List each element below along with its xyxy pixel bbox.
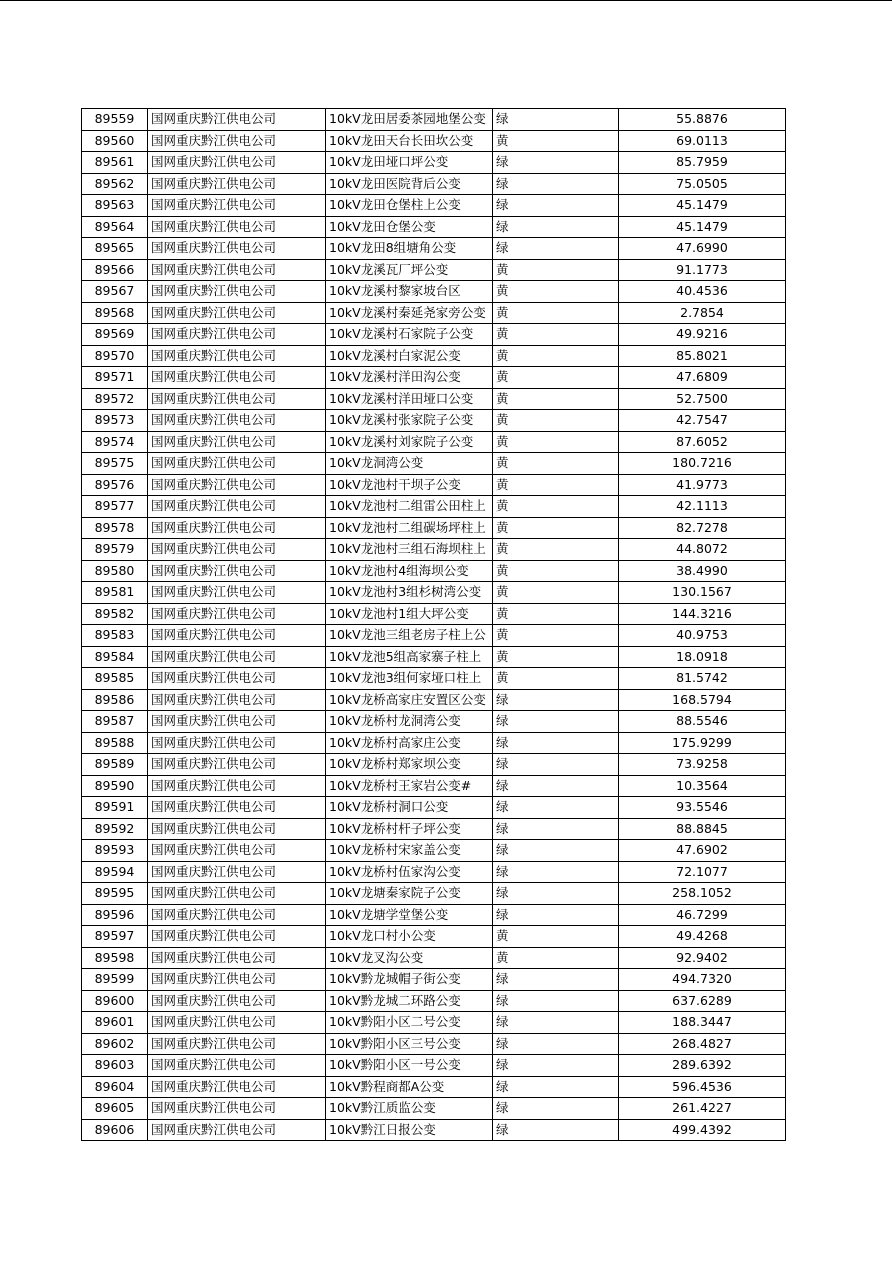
cell-level: 绿 xyxy=(493,990,619,1012)
table-row xyxy=(82,904,786,926)
cell-company: 国网重庆黔江供电公司 xyxy=(148,947,326,969)
cell-id: 89577 xyxy=(82,496,148,518)
cell-level: 绿 xyxy=(493,883,619,905)
cell-value: 92.9402 xyxy=(619,947,786,969)
table-row xyxy=(82,1033,786,1055)
cell-company: 国网重庆黔江供电公司 xyxy=(148,818,326,840)
cell-station: 10kV龙桥村龙洞湾公变 xyxy=(326,711,493,733)
table-row xyxy=(82,453,786,475)
cell-level: 绿 xyxy=(493,818,619,840)
cell-id: 89587 xyxy=(82,711,148,733)
cell-level: 绿 xyxy=(493,732,619,754)
table-row xyxy=(82,775,786,797)
cell-level: 绿 xyxy=(493,109,619,131)
cell-company: 国网重庆黔江供电公司 xyxy=(148,539,326,561)
cell-value: 130.1567 xyxy=(619,582,786,604)
cell-id: 89573 xyxy=(82,410,148,432)
cell-id: 89591 xyxy=(82,797,148,819)
cell-id: 89575 xyxy=(82,453,148,475)
cell-company: 国网重庆黔江供电公司 xyxy=(148,431,326,453)
cell-level: 绿 xyxy=(493,1055,619,1077)
cell-station: 10kV龙田天台长田坎公变 xyxy=(326,130,493,152)
cell-station: 10kV龙溪村张家院子公变 xyxy=(326,410,493,432)
table-row xyxy=(82,1055,786,1077)
table-row xyxy=(82,754,786,776)
cell-id: 89600 xyxy=(82,990,148,1012)
table-row xyxy=(82,1119,786,1141)
cell-company: 国网重庆黔江供电公司 xyxy=(148,410,326,432)
cell-company: 国网重庆黔江供电公司 xyxy=(148,281,326,303)
cell-station: 10kV龙田医院背后公变 xyxy=(326,173,493,195)
cell-level: 绿 xyxy=(493,1119,619,1141)
cell-id: 89605 xyxy=(82,1098,148,1120)
cell-level: 黄 xyxy=(493,388,619,410)
cell-level: 绿 xyxy=(493,216,619,238)
cell-id: 89565 xyxy=(82,238,148,260)
cell-value: 45.1479 xyxy=(619,195,786,217)
cell-company: 国网重庆黔江供电公司 xyxy=(148,582,326,604)
table-body xyxy=(82,109,786,1141)
cell-level: 黄 xyxy=(493,324,619,346)
cell-station: 10kV龙池村干坝子公变 xyxy=(326,474,493,496)
cell-value: 49.9216 xyxy=(619,324,786,346)
cell-level: 黄 xyxy=(493,926,619,948)
table-row xyxy=(82,689,786,711)
cell-value: 69.0113 xyxy=(619,130,786,152)
cell-id: 89568 xyxy=(82,302,148,324)
cell-company: 国网重庆黔江供电公司 xyxy=(148,1076,326,1098)
page-top-border xyxy=(0,0,892,1)
cell-id: 89574 xyxy=(82,431,148,453)
cell-company: 国网重庆黔江供电公司 xyxy=(148,238,326,260)
cell-company: 国网重庆黔江供电公司 xyxy=(148,840,326,862)
cell-id: 89561 xyxy=(82,152,148,174)
table-row xyxy=(82,883,786,905)
table-row xyxy=(82,560,786,582)
cell-company: 国网重庆黔江供电公司 xyxy=(148,646,326,668)
cell-level: 黄 xyxy=(493,496,619,518)
cell-station: 10kV龙池村二组碳场坪柱上 xyxy=(326,517,493,539)
table-row xyxy=(82,195,786,217)
cell-level: 黄 xyxy=(493,560,619,582)
cell-level: 绿 xyxy=(493,1033,619,1055)
cell-id: 89570 xyxy=(82,345,148,367)
cell-value: 289.6392 xyxy=(619,1055,786,1077)
cell-id: 89593 xyxy=(82,840,148,862)
cell-station: 10kV黔江质监公变 xyxy=(326,1098,493,1120)
cell-value: 40.9753 xyxy=(619,625,786,647)
table-row xyxy=(82,840,786,862)
cell-level: 黄 xyxy=(493,517,619,539)
cell-value: 261.4227 xyxy=(619,1098,786,1120)
cell-id: 89602 xyxy=(82,1033,148,1055)
cell-id: 89595 xyxy=(82,883,148,905)
cell-value: 47.6809 xyxy=(619,367,786,389)
cell-value: 188.3447 xyxy=(619,1012,786,1034)
cell-value: 72.1077 xyxy=(619,861,786,883)
cell-company: 国网重庆黔江供电公司 xyxy=(148,496,326,518)
cell-station: 10kV龙池村3组杉树湾公变 xyxy=(326,582,493,604)
cell-value: 93.5546 xyxy=(619,797,786,819)
cell-station: 10kV龙溪村洋田沟公变 xyxy=(326,367,493,389)
cell-id: 89578 xyxy=(82,517,148,539)
cell-station: 10kV龙塘学堂堡公变 xyxy=(326,904,493,926)
cell-id: 89590 xyxy=(82,775,148,797)
cell-id: 89604 xyxy=(82,1076,148,1098)
cell-company: 国网重庆黔江供电公司 xyxy=(148,109,326,131)
table-row xyxy=(82,367,786,389)
cell-id: 89589 xyxy=(82,754,148,776)
cell-level: 绿 xyxy=(493,754,619,776)
cell-station: 10kV黔阳小区三号公变 xyxy=(326,1033,493,1055)
cell-company: 国网重庆黔江供电公司 xyxy=(148,173,326,195)
table-row xyxy=(82,388,786,410)
cell-station: 10kV龙池村1组大坪公变 xyxy=(326,603,493,625)
cell-level: 绿 xyxy=(493,904,619,926)
cell-station: 10kV龙溪村洋田垭口公变 xyxy=(326,388,493,410)
table-row xyxy=(82,625,786,647)
cell-id: 89576 xyxy=(82,474,148,496)
cell-station: 10kV龙田仓堡柱上公变 xyxy=(326,195,493,217)
cell-value: 42.1113 xyxy=(619,496,786,518)
table-row xyxy=(82,668,786,690)
cell-id: 89596 xyxy=(82,904,148,926)
cell-company: 国网重庆黔江供电公司 xyxy=(148,324,326,346)
cell-company: 国网重庆黔江供电公司 xyxy=(148,861,326,883)
cell-value: 47.6902 xyxy=(619,840,786,862)
cell-station: 10kV黔程商都A公变 xyxy=(326,1076,493,1098)
cell-company: 国网重庆黔江供电公司 xyxy=(148,517,326,539)
table-row xyxy=(82,1012,786,1034)
table-row xyxy=(82,130,786,152)
cell-level: 黄 xyxy=(493,668,619,690)
cell-company: 国网重庆黔江供电公司 xyxy=(148,560,326,582)
cell-company: 国网重庆黔江供电公司 xyxy=(148,926,326,948)
cell-level: 黄 xyxy=(493,625,619,647)
cell-company: 国网重庆黔江供电公司 xyxy=(148,711,326,733)
table-row xyxy=(82,496,786,518)
cell-value: 596.4536 xyxy=(619,1076,786,1098)
cell-company: 国网重庆黔江供电公司 xyxy=(148,259,326,281)
cell-value: 46.7299 xyxy=(619,904,786,926)
cell-station: 10kV龙池村二组雷公田柱上 xyxy=(326,496,493,518)
cell-level: 黄 xyxy=(493,947,619,969)
cell-level: 黄 xyxy=(493,259,619,281)
cell-level: 黄 xyxy=(493,281,619,303)
cell-station: 10kV黔阳小区一号公变 xyxy=(326,1055,493,1077)
cell-value: 91.1773 xyxy=(619,259,786,281)
table-row xyxy=(82,410,786,432)
cell-level: 绿 xyxy=(493,689,619,711)
table-row xyxy=(82,732,786,754)
table-row xyxy=(82,216,786,238)
cell-id: 89598 xyxy=(82,947,148,969)
table-row xyxy=(82,517,786,539)
cell-level: 黄 xyxy=(493,539,619,561)
table-row xyxy=(82,1098,786,1120)
table-row xyxy=(82,345,786,367)
cell-id: 89585 xyxy=(82,668,148,690)
cell-company: 国网重庆黔江供电公司 xyxy=(148,1012,326,1034)
cell-company: 国网重庆黔江供电公司 xyxy=(148,1033,326,1055)
cell-station: 10kV龙池5组高家寨子柱上 xyxy=(326,646,493,668)
cell-station: 10kV龙塘秦家院子公变 xyxy=(326,883,493,905)
cell-value: 88.5546 xyxy=(619,711,786,733)
cell-company: 国网重庆黔江供电公司 xyxy=(148,195,326,217)
table-row xyxy=(82,474,786,496)
cell-value: 2.7854 xyxy=(619,302,786,324)
cell-company: 国网重庆黔江供电公司 xyxy=(148,216,326,238)
cell-company: 国网重庆黔江供电公司 xyxy=(148,625,326,647)
cell-level: 绿 xyxy=(493,775,619,797)
cell-level: 黄 xyxy=(493,302,619,324)
cell-value: 47.6990 xyxy=(619,238,786,260)
cell-station: 10kV龙池村4组海坝公变 xyxy=(326,560,493,582)
cell-company: 国网重庆黔江供电公司 xyxy=(148,1098,326,1120)
cell-value: 81.5742 xyxy=(619,668,786,690)
cell-value: 42.7547 xyxy=(619,410,786,432)
cell-level: 绿 xyxy=(493,840,619,862)
cell-company: 国网重庆黔江供电公司 xyxy=(148,603,326,625)
table-row xyxy=(82,539,786,561)
cell-level: 黄 xyxy=(493,453,619,475)
cell-value: 40.4536 xyxy=(619,281,786,303)
cell-company: 国网重庆黔江供电公司 xyxy=(148,302,326,324)
cell-station: 10kV龙叉沟公变 xyxy=(326,947,493,969)
cell-value: 55.8876 xyxy=(619,109,786,131)
cell-level: 黄 xyxy=(493,345,619,367)
cell-company: 国网重庆黔江供电公司 xyxy=(148,130,326,152)
cell-level: 绿 xyxy=(493,1098,619,1120)
cell-company: 国网重庆黔江供电公司 xyxy=(148,754,326,776)
cell-value: 85.8021 xyxy=(619,345,786,367)
cell-company: 国网重庆黔江供电公司 xyxy=(148,668,326,690)
cell-level: 绿 xyxy=(493,969,619,991)
table-row xyxy=(82,152,786,174)
cell-station: 10kV龙溪村秦延尧家旁公变 xyxy=(326,302,493,324)
cell-station: 10kV龙桥村杆子坪公变 xyxy=(326,818,493,840)
cell-id: 89563 xyxy=(82,195,148,217)
cell-value: 88.8845 xyxy=(619,818,786,840)
cell-value: 75.0505 xyxy=(619,173,786,195)
cell-id: 89562 xyxy=(82,173,148,195)
table-row xyxy=(82,238,786,260)
cell-id: 89579 xyxy=(82,539,148,561)
table-row xyxy=(82,926,786,948)
cell-station: 10kV龙桥村郑家坝公变 xyxy=(326,754,493,776)
cell-station: 10kV龙溪瓦厂坪公变 xyxy=(326,259,493,281)
cell-level: 黄 xyxy=(493,582,619,604)
cell-level: 绿 xyxy=(493,1012,619,1034)
cell-id: 89580 xyxy=(82,560,148,582)
table-row xyxy=(82,947,786,969)
table-row xyxy=(82,818,786,840)
cell-station: 10kV龙池村三组石海坝柱上 xyxy=(326,539,493,561)
cell-station: 10kV龙溪村石家院子公变 xyxy=(326,324,493,346)
cell-id: 89581 xyxy=(82,582,148,604)
cell-company: 国网重庆黔江供电公司 xyxy=(148,388,326,410)
cell-value: 499.4392 xyxy=(619,1119,786,1141)
table-row xyxy=(82,582,786,604)
table-row xyxy=(82,324,786,346)
cell-id: 89584 xyxy=(82,646,148,668)
table-row xyxy=(82,646,786,668)
cell-id: 89599 xyxy=(82,969,148,991)
cell-station: 10kV黔阳小区二号公变 xyxy=(326,1012,493,1034)
cell-station: 10kV龙口村小公变 xyxy=(326,926,493,948)
table-row xyxy=(82,109,786,131)
cell-station: 10kV龙溪村刘家院子公变 xyxy=(326,431,493,453)
cell-value: 10.3564 xyxy=(619,775,786,797)
cell-id: 89566 xyxy=(82,259,148,281)
cell-company: 国网重庆黔江供电公司 xyxy=(148,883,326,905)
cell-id: 89594 xyxy=(82,861,148,883)
cell-value: 73.9258 xyxy=(619,754,786,776)
cell-id: 89606 xyxy=(82,1119,148,1141)
cell-station: 10kV龙桥村宋家盖公变 xyxy=(326,840,493,862)
cell-level: 绿 xyxy=(493,861,619,883)
cell-company: 国网重庆黔江供电公司 xyxy=(148,797,326,819)
cell-company: 国网重庆黔江供电公司 xyxy=(148,453,326,475)
cell-station: 10kV龙田仓堡公变 xyxy=(326,216,493,238)
cell-company: 国网重庆黔江供电公司 xyxy=(148,904,326,926)
cell-station: 10kV龙桥村伍家沟公变 xyxy=(326,861,493,883)
cell-value: 175.9299 xyxy=(619,732,786,754)
table-row xyxy=(82,259,786,281)
cell-company: 国网重庆黔江供电公司 xyxy=(148,969,326,991)
cell-value: 85.7959 xyxy=(619,152,786,174)
cell-level: 黄 xyxy=(493,603,619,625)
cell-company: 国网重庆黔江供电公司 xyxy=(148,689,326,711)
cell-id: 89567 xyxy=(82,281,148,303)
cell-id: 89571 xyxy=(82,367,148,389)
table-row xyxy=(82,281,786,303)
cell-id: 89560 xyxy=(82,130,148,152)
cell-id: 89586 xyxy=(82,689,148,711)
cell-level: 绿 xyxy=(493,195,619,217)
cell-station: 10kV黔江日报公变 xyxy=(326,1119,493,1141)
cell-value: 144.3216 xyxy=(619,603,786,625)
cell-station: 10kV龙溪村黎家坡台区 xyxy=(326,281,493,303)
cell-company: 国网重庆黔江供电公司 xyxy=(148,732,326,754)
cell-station: 10kV龙溪村白家泥公变 xyxy=(326,345,493,367)
cell-value: 44.8072 xyxy=(619,539,786,561)
cell-value: 258.1052 xyxy=(619,883,786,905)
cell-level: 黄 xyxy=(493,646,619,668)
cell-company: 国网重庆黔江供电公司 xyxy=(148,1119,326,1141)
cell-value: 82.7278 xyxy=(619,517,786,539)
cell-id: 89601 xyxy=(82,1012,148,1034)
cell-value: 268.4827 xyxy=(619,1033,786,1055)
cell-company: 国网重庆黔江供电公司 xyxy=(148,367,326,389)
table-row xyxy=(82,969,786,991)
cell-level: 黄 xyxy=(493,474,619,496)
cell-id: 89582 xyxy=(82,603,148,625)
cell-level: 黄 xyxy=(493,410,619,432)
table-row xyxy=(82,302,786,324)
cell-id: 89583 xyxy=(82,625,148,647)
cell-id: 89597 xyxy=(82,926,148,948)
cell-id: 89569 xyxy=(82,324,148,346)
table-row xyxy=(82,711,786,733)
cell-id: 89572 xyxy=(82,388,148,410)
cell-station: 10kV龙桥村王家岩公变# xyxy=(326,775,493,797)
cell-company: 国网重庆黔江供电公司 xyxy=(148,775,326,797)
table-row xyxy=(82,861,786,883)
cell-value: 41.9773 xyxy=(619,474,786,496)
cell-company: 国网重庆黔江供电公司 xyxy=(148,474,326,496)
cell-value: 49.4268 xyxy=(619,926,786,948)
table-row xyxy=(82,797,786,819)
cell-station: 10kV黔龙城帽子街公变 xyxy=(326,969,493,991)
cell-station: 10kV龙田8组塘角公变 xyxy=(326,238,493,260)
table-row xyxy=(82,431,786,453)
cell-value: 38.4990 xyxy=(619,560,786,582)
table-row xyxy=(82,173,786,195)
cell-company: 国网重庆黔江供电公司 xyxy=(148,152,326,174)
table-row xyxy=(82,603,786,625)
table-row xyxy=(82,1076,786,1098)
cell-value: 52.7500 xyxy=(619,388,786,410)
cell-id: 89592 xyxy=(82,818,148,840)
table-row xyxy=(82,990,786,1012)
cell-station: 10kV黔龙城二环路公变 xyxy=(326,990,493,1012)
cell-value: 637.6289 xyxy=(619,990,786,1012)
cell-value: 168.5794 xyxy=(619,689,786,711)
cell-level: 黄 xyxy=(493,431,619,453)
cell-level: 黄 xyxy=(493,130,619,152)
cell-station: 10kV龙田居委茶园地堡公变 xyxy=(326,109,493,131)
cell-id: 89603 xyxy=(82,1055,148,1077)
cell-level: 绿 xyxy=(493,173,619,195)
cell-id: 89588 xyxy=(82,732,148,754)
cell-level: 绿 xyxy=(493,797,619,819)
cell-company: 国网重庆黔江供电公司 xyxy=(148,990,326,1012)
cell-value: 18.0918 xyxy=(619,646,786,668)
cell-station: 10kV龙池3组何家垭口柱上 xyxy=(326,668,493,690)
cell-value: 87.6052 xyxy=(619,431,786,453)
cell-value: 494.7320 xyxy=(619,969,786,991)
cell-level: 绿 xyxy=(493,238,619,260)
cell-level: 绿 xyxy=(493,1076,619,1098)
cell-station: 10kV龙池三组老房子柱上公 xyxy=(326,625,493,647)
cell-value: 180.7216 xyxy=(619,453,786,475)
cell-station: 10kV龙田垭口坪公变 xyxy=(326,152,493,174)
cell-id: 89564 xyxy=(82,216,148,238)
cell-station: 10kV龙桥村洞口公变 xyxy=(326,797,493,819)
cell-value: 45.1479 xyxy=(619,216,786,238)
cell-level: 绿 xyxy=(493,152,619,174)
cell-station: 10kV龙桥高家庄安置区公变 xyxy=(326,689,493,711)
cell-company: 国网重庆黔江供电公司 xyxy=(148,345,326,367)
data-table xyxy=(81,108,786,1141)
cell-level: 绿 xyxy=(493,711,619,733)
cell-station: 10kV龙桥村高家庄公变 xyxy=(326,732,493,754)
cell-station: 10kV龙洞湾公变 xyxy=(326,453,493,475)
cell-company: 国网重庆黔江供电公司 xyxy=(148,1055,326,1077)
cell-level: 黄 xyxy=(493,367,619,389)
cell-id: 89559 xyxy=(82,109,148,131)
